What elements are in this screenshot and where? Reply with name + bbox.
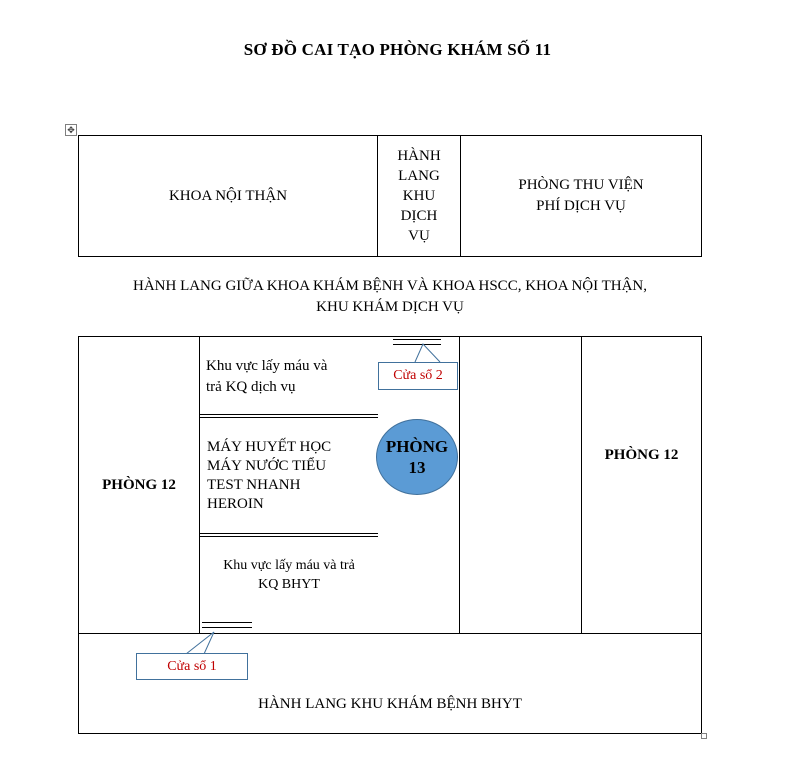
khu-vuc-dich-vu-line-1: Khu vực lấy máu và [206, 358, 328, 374]
khu-vuc-bhyt-line-1: Khu vực lấy máu và trả [223, 558, 355, 573]
hanh-lang-line-2: LANG [398, 168, 440, 184]
phong-12-left-label: PHÒNG 12 [102, 476, 176, 493]
corridor-caption-line-1: HÀNH LANG GIỮA KHOA KHÁM BỆNH VÀ KHOA HSCC, KHOA NỘI THẬN, [132, 278, 647, 294]
khoa-noi-than-label: KHOA NỘI THẬN [168, 187, 288, 204]
page-title: SƠ ĐỒ CAI TẠO PHÒNG KHÁM SỐ 11 [243, 40, 552, 59]
hanh-lang-line-3: KHU [402, 188, 436, 204]
phong-12-right-label: PHÒNG 12 [604, 446, 679, 463]
khu-vuc-bhyt-line-2: KQ BHYT [258, 577, 320, 592]
phong-thu-vien-phi-line-1: PHÒNG THU VIỆN [518, 177, 644, 193]
cua-so-1-callout [136, 653, 248, 680]
hanh-lang-line-1: HÀNH [397, 148, 441, 164]
phong-13-line-2: 13 [408, 458, 426, 477]
cua-so-2-callout [378, 362, 458, 390]
may-list-item-2: MÁY NƯỚC TIỂU [207, 458, 327, 474]
hanh-lang-line-5: VỤ [408, 228, 430, 244]
phong-thu-vien-phi-line-2: PHÍ DỊCH VỤ [536, 198, 626, 214]
cua-so-1-label: Cửa sổ 1 [167, 658, 217, 674]
table-move-handle-icon[interactable]: ✥ [65, 124, 77, 136]
khu-vuc-dich-vu-line-2: trả KQ dịch vụ [206, 379, 296, 395]
cua-so-2-label: Cửa sổ 2 [393, 368, 443, 383]
may-list-item-3: TEST NHANH [207, 477, 301, 493]
cua-so-2-pointer [415, 344, 440, 362]
may-list-item-1: MÁY HUYẾT HỌC [207, 439, 332, 455]
table-resize-handle-icon[interactable] [701, 733, 707, 739]
phong-13-line-1: PHÒNG [385, 437, 449, 456]
hanh-lang-line-4: DỊCH [400, 208, 438, 224]
hanh-lang-bhyt-label: HÀNH LANG KHU KHÁM BỆNH BHYT [258, 695, 522, 712]
cua-so-1-pointer [186, 632, 214, 654]
may-list-item-4: HEROIN [207, 496, 264, 512]
corridor-caption-line-2: KHU KHÁM DỊCH VỤ [316, 299, 464, 315]
